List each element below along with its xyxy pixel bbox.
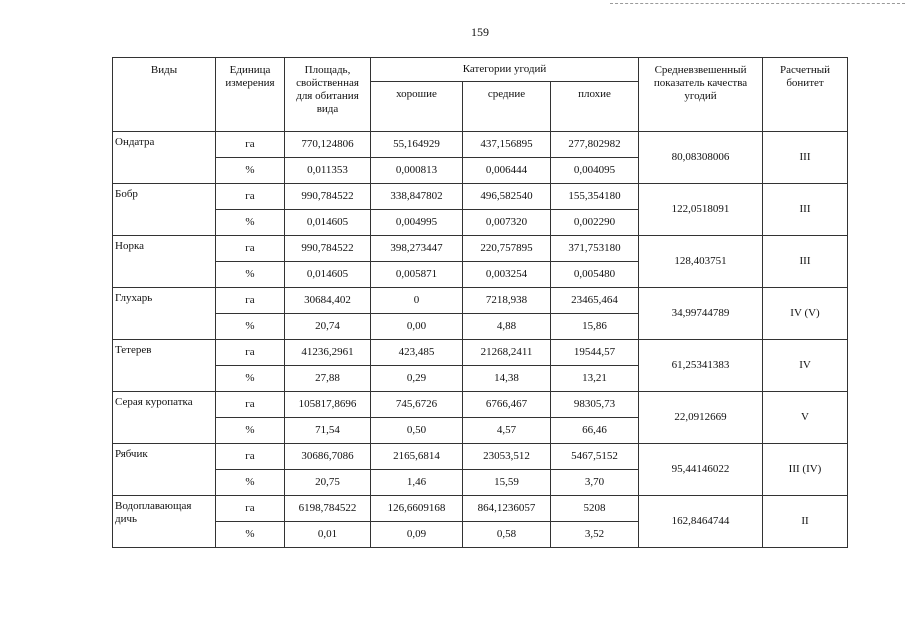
- poor-cell: 0,002290: [551, 210, 639, 236]
- poor-cell: 3,52: [551, 522, 639, 548]
- table-row: [113, 132, 848, 158]
- quality-cell: 61,25341383: [639, 340, 763, 392]
- poor-cell: 371,753180: [551, 236, 639, 262]
- unit-cell: %: [216, 470, 285, 496]
- species-name-cell: Норка: [113, 236, 216, 288]
- good-cell: 338,847802: [371, 184, 463, 210]
- medium-cell: 864,1236057: [463, 496, 551, 522]
- quality-cell: 34,99744789: [639, 288, 763, 340]
- medium-cell: 0,006444: [463, 158, 551, 184]
- medium-cell: 7218,938: [463, 288, 551, 314]
- header-poor: плохие: [551, 82, 639, 132]
- area-cell: 0,011353: [285, 158, 371, 184]
- header-area: Площадь, свойственная для обитания вида: [285, 58, 371, 132]
- header-categories: Категории угодий: [371, 58, 639, 82]
- quality-cell: 22,0912669: [639, 392, 763, 444]
- quality-cell: 122,0518091: [639, 184, 763, 236]
- area-cell: 71,54: [285, 418, 371, 444]
- medium-cell: 4,88: [463, 314, 551, 340]
- area-cell: 30684,402: [285, 288, 371, 314]
- area-cell: 770,124806: [285, 132, 371, 158]
- species-name-cell: Бобр: [113, 184, 216, 236]
- area-cell: 30686,7086: [285, 444, 371, 470]
- good-cell: 0,000813: [371, 158, 463, 184]
- medium-cell: 0,007320: [463, 210, 551, 236]
- header-good: хорошие: [371, 82, 463, 132]
- bonitet-cell: IV: [763, 340, 848, 392]
- poor-cell: 23465,464: [551, 288, 639, 314]
- unit-cell: га: [216, 340, 285, 366]
- bonitet-cell: III: [763, 236, 848, 288]
- unit-cell: %: [216, 366, 285, 392]
- species-name-cell: Рябчик: [113, 444, 216, 496]
- medium-cell: 437,156895: [463, 132, 551, 158]
- good-cell: 126,6609168: [371, 496, 463, 522]
- medium-cell: 220,757895: [463, 236, 551, 262]
- table-row: [113, 496, 848, 522]
- area-cell: 0,01: [285, 522, 371, 548]
- good-cell: 55,164929: [371, 132, 463, 158]
- habitat-quality-table: [112, 57, 848, 548]
- area-cell: 41236,2961: [285, 340, 371, 366]
- bonitet-cell: III (IV): [763, 444, 848, 496]
- page-number: 159: [471, 25, 489, 39]
- table-body: [113, 132, 848, 548]
- good-cell: 0: [371, 288, 463, 314]
- unit-cell: га: [216, 132, 285, 158]
- poor-cell: 0,004095: [551, 158, 639, 184]
- poor-cell: 66,46: [551, 418, 639, 444]
- bonitet-cell: IV (V): [763, 288, 848, 340]
- medium-cell: 0,58: [463, 522, 551, 548]
- species-name-cell: Тетерев: [113, 340, 216, 392]
- unit-cell: %: [216, 522, 285, 548]
- area-cell: 20,75: [285, 470, 371, 496]
- good-cell: 0,09: [371, 522, 463, 548]
- poor-cell: 13,21: [551, 366, 639, 392]
- good-cell: 0,005871: [371, 262, 463, 288]
- good-cell: 1,46: [371, 470, 463, 496]
- good-cell: 0,29: [371, 366, 463, 392]
- medium-cell: 14,38: [463, 366, 551, 392]
- good-cell: 745,6726: [371, 392, 463, 418]
- medium-cell: 0,003254: [463, 262, 551, 288]
- medium-cell: 4,57: [463, 418, 551, 444]
- area-cell: 20,74: [285, 314, 371, 340]
- area-cell: 990,784522: [285, 236, 371, 262]
- bonitet-cell: V: [763, 392, 848, 444]
- area-cell: 105817,8696: [285, 392, 371, 418]
- good-cell: 0,50: [371, 418, 463, 444]
- quality-cell: 80,08308006: [639, 132, 763, 184]
- medium-cell: 6766,467: [463, 392, 551, 418]
- medium-cell: 23053,512: [463, 444, 551, 470]
- table-row: [113, 184, 848, 210]
- quality-cell: 95,44146022: [639, 444, 763, 496]
- top-edge-line: [610, 3, 905, 4]
- unit-cell: %: [216, 418, 285, 444]
- bonitet-cell: III: [763, 184, 848, 236]
- table-row: [113, 392, 848, 418]
- table-row: [113, 288, 848, 314]
- poor-cell: 3,70: [551, 470, 639, 496]
- header-species: Виды: [113, 58, 216, 132]
- unit-cell: га: [216, 496, 285, 522]
- poor-cell: 5208: [551, 496, 639, 522]
- unit-cell: га: [216, 184, 285, 210]
- medium-cell: 15,59: [463, 470, 551, 496]
- poor-cell: 155,354180: [551, 184, 639, 210]
- unit-cell: %: [216, 210, 285, 236]
- poor-cell: 5467,5152: [551, 444, 639, 470]
- quality-cell: 162,8464744: [639, 496, 763, 548]
- medium-cell: 21268,2411: [463, 340, 551, 366]
- table-row: [113, 340, 848, 366]
- poor-cell: 19544,57: [551, 340, 639, 366]
- table-row: [113, 236, 848, 262]
- good-cell: 0,00: [371, 314, 463, 340]
- unit-cell: %: [216, 314, 285, 340]
- bonitet-cell: III: [763, 132, 848, 184]
- header-quality: Средневзвешенный показатель качества угодий: [639, 58, 763, 132]
- poor-cell: 15,86: [551, 314, 639, 340]
- quality-cell: 128,403751: [639, 236, 763, 288]
- header-medium: средние: [463, 82, 551, 132]
- good-cell: 0,004995: [371, 210, 463, 236]
- unit-cell: %: [216, 262, 285, 288]
- header-unit: Единица измерения: [216, 58, 285, 132]
- header-bonitet: Расчетный бонитет: [763, 58, 848, 132]
- area-cell: 0,014605: [285, 210, 371, 236]
- good-cell: 2165,6814: [371, 444, 463, 470]
- poor-cell: 98305,73: [551, 392, 639, 418]
- table-row: [113, 444, 848, 470]
- species-name-cell: Глухарь: [113, 288, 216, 340]
- area-cell: 6198,784522: [285, 496, 371, 522]
- species-name-cell: Водоплавающая дичь: [113, 496, 216, 548]
- area-cell: 27,88: [285, 366, 371, 392]
- medium-cell: 496,582540: [463, 184, 551, 210]
- unit-cell: га: [216, 392, 285, 418]
- poor-cell: 277,802982: [551, 132, 639, 158]
- unit-cell: га: [216, 236, 285, 262]
- bonitet-cell: II: [763, 496, 848, 548]
- unit-cell: га: [216, 444, 285, 470]
- area-cell: 0,014605: [285, 262, 371, 288]
- good-cell: 423,485: [371, 340, 463, 366]
- unit-cell: га: [216, 288, 285, 314]
- unit-cell: %: [216, 158, 285, 184]
- area-cell: 990,784522: [285, 184, 371, 210]
- species-name-cell: Ондатра: [113, 132, 216, 184]
- poor-cell: 0,005480: [551, 262, 639, 288]
- good-cell: 398,273447: [371, 236, 463, 262]
- species-name-cell: Серая куропатка: [113, 392, 216, 444]
